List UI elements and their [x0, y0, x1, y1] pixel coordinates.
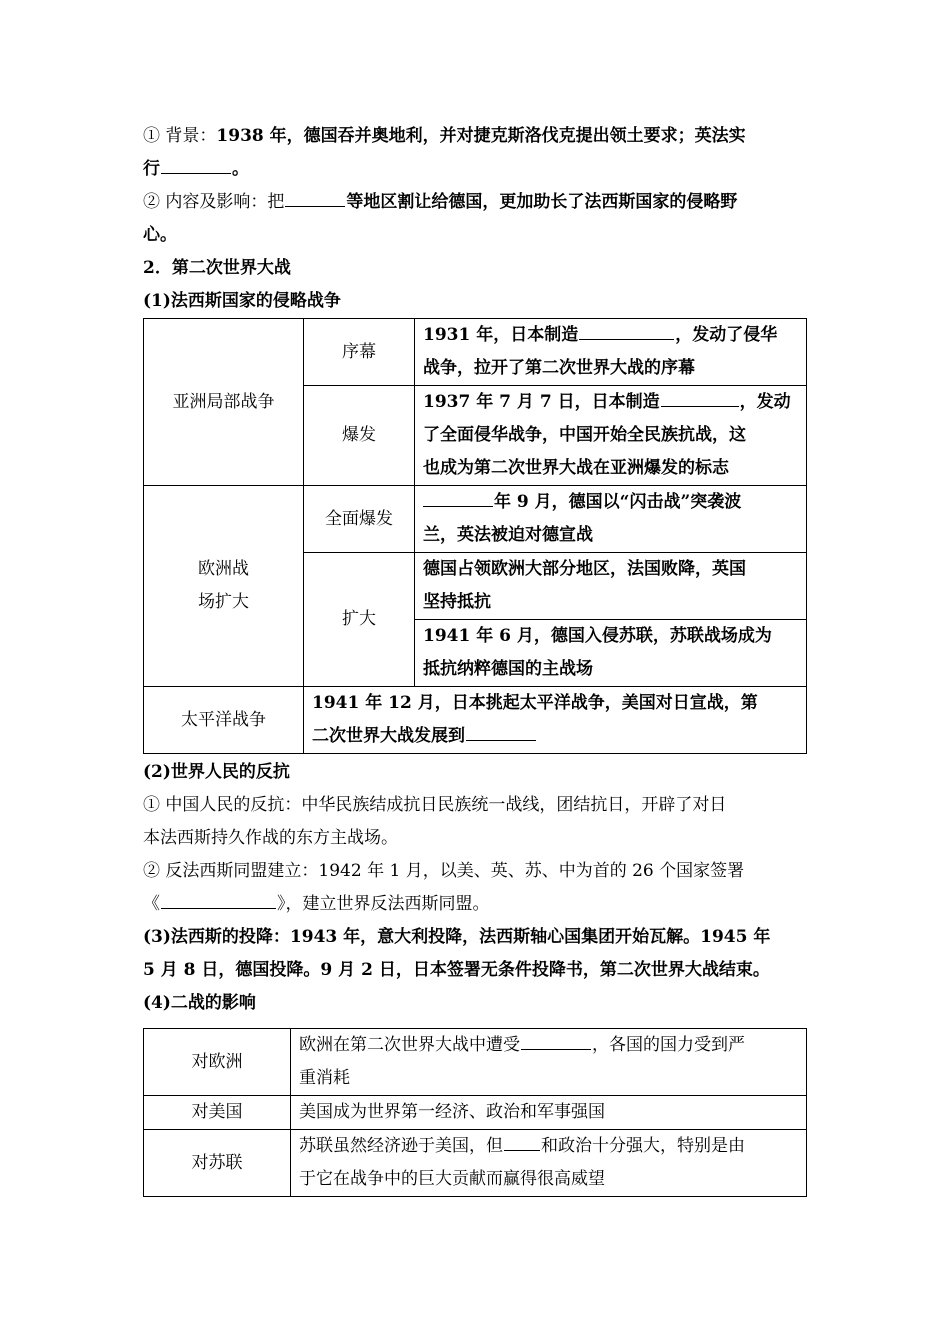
table-row — [144, 1096, 807, 1130]
background-text-cont: 行 — [143, 159, 160, 179]
table-cell-expand-content-2: 1941 年 6 月，德国入侵苏联，苏联战场成为 抵抗纳粹德国的主战场 — [415, 620, 807, 687]
table-cell-pacific: 太平洋战争 — [144, 687, 304, 754]
table-cell-europe: 欧洲战 场扩大 — [144, 486, 304, 687]
subheading-impact: (4)二战的影响 — [143, 993, 256, 1013]
table-cell-europe-impact: 对欧洲 — [144, 1029, 291, 1096]
table-cell-asia: 亚洲局部战争 — [144, 319, 304, 486]
content-paragraph — [143, 186, 807, 219]
section-heading — [143, 252, 807, 285]
content-label: ② 内容及影响：把 — [143, 192, 285, 212]
table-cell-usa-content: 美国成为世界第一经济、政治和军事强国 — [291, 1096, 807, 1130]
table-row — [144, 1029, 807, 1096]
fill-blank[interactable] — [579, 320, 674, 340]
table-row — [144, 319, 807, 386]
document-page — [143, 120, 807, 1199]
subheading-aggression: (1)法西斯国家的侵略战争 — [143, 291, 341, 311]
fill-blank[interactable] — [285, 187, 345, 207]
aggression-table — [143, 318, 807, 754]
table-cell-ussr-content: 苏联虽然经济逊于美国，但 和政治十分强大，特别是由 于它在战争中的巨大贡献而赢得很高威望 — [291, 1130, 807, 1197]
surrender-paragraph: (3)法西斯的投降：1943 年，意大利投降，法西斯轴心国集团开始瓦解。1945 年 — [143, 927, 771, 947]
background-paragraph-cont — [143, 153, 807, 186]
china-resistance-cont: 本法西斯持久作战的东方主战场。 — [143, 828, 398, 848]
alliance-paragraph-cont: 《 》，建立世界反法西斯同盟。 — [143, 888, 807, 921]
table-row — [144, 1130, 807, 1197]
table-cell-europe-impact-content: 欧洲在第二次世界大战中遭受 ，各国的国力受到严 重消耗 — [291, 1029, 807, 1096]
table-row — [144, 486, 807, 553]
impact-table — [143, 1028, 807, 1197]
section-title: 第二次世界大战 — [171, 258, 291, 278]
table-row — [144, 687, 807, 754]
alliance-paragraph: ② 反法西斯同盟建立：1942 年 1 月，以美、英、苏、中为首的 26 个国家签署 — [143, 861, 745, 881]
fill-blank[interactable] — [466, 721, 536, 741]
fill-blank[interactable] — [161, 154, 231, 174]
content-text: 等地区割让给德国，更加助长了法西斯国家的侵略野 — [346, 192, 738, 212]
background-end: 。 — [232, 159, 249, 179]
content-text-cont: 心。 — [143, 225, 177, 245]
surrender-paragraph-cont: 5 月 8 日，德国投降。9 月 2 日，日本签署无条件投降书，第二次世界大战结束。 — [143, 960, 770, 980]
fill-blank[interactable] — [504, 1131, 540, 1151]
background-label: ① 背景： — [143, 126, 217, 146]
background-text: 1938 年，德国吞并奥地利，并对捷克斯洛伐克提出领土要求；英法实 — [216, 126, 746, 146]
table-cell-full-outbreak-content: 年 9 月，德国以“闪击战”突袭波 兰，英法被迫对德宣战 — [415, 486, 807, 553]
fill-blank[interactable] — [661, 387, 739, 407]
table-cell-outbreak-content: 1937 年 7 月 7 日，日本制造 ，发动 了全面侵华战争，中国开始全民族抗战，这 也成为第二次世界大战在亚洲爆发的标志 — [415, 386, 807, 486]
table-cell-ussr: 对苏联 — [144, 1130, 291, 1197]
subheading-resistance: (2)世界人民的反抗 — [143, 762, 290, 782]
table-cell-full-outbreak: 全面爆发 — [304, 486, 415, 553]
table-cell-expand: 扩大 — [304, 553, 415, 687]
china-resistance: ① 中国人民的反抗：中华民族结成抗日民族统一战线，团结抗日，开辟了对日 — [143, 795, 727, 815]
table-cell-prelude-content: 1931 年，日本制造 ，发动了侵华 战争，拉开了第二次世界大战的序幕 — [415, 319, 807, 386]
table-cell-outbreak: 爆发 — [304, 386, 415, 486]
table-cell-pacific-content: 1941 年 12 月，日本挑起太平洋战争，美国对日宣战，第 二次世界大战发展到 — [304, 687, 807, 754]
fill-blank[interactable] — [161, 889, 276, 909]
fill-blank[interactable] — [521, 1030, 591, 1050]
background-paragraph — [143, 120, 807, 153]
fill-blank[interactable] — [423, 487, 493, 507]
table-cell-usa: 对美国 — [144, 1096, 291, 1130]
section-number: 2． — [143, 258, 172, 278]
table-cell-expand-content-1: 德国占领欧洲大部分地区，法国败降，英国 坚持抵抗 — [415, 553, 807, 620]
content-paragraph-cont — [143, 219, 807, 252]
table-cell-prelude: 序幕 — [304, 319, 415, 386]
